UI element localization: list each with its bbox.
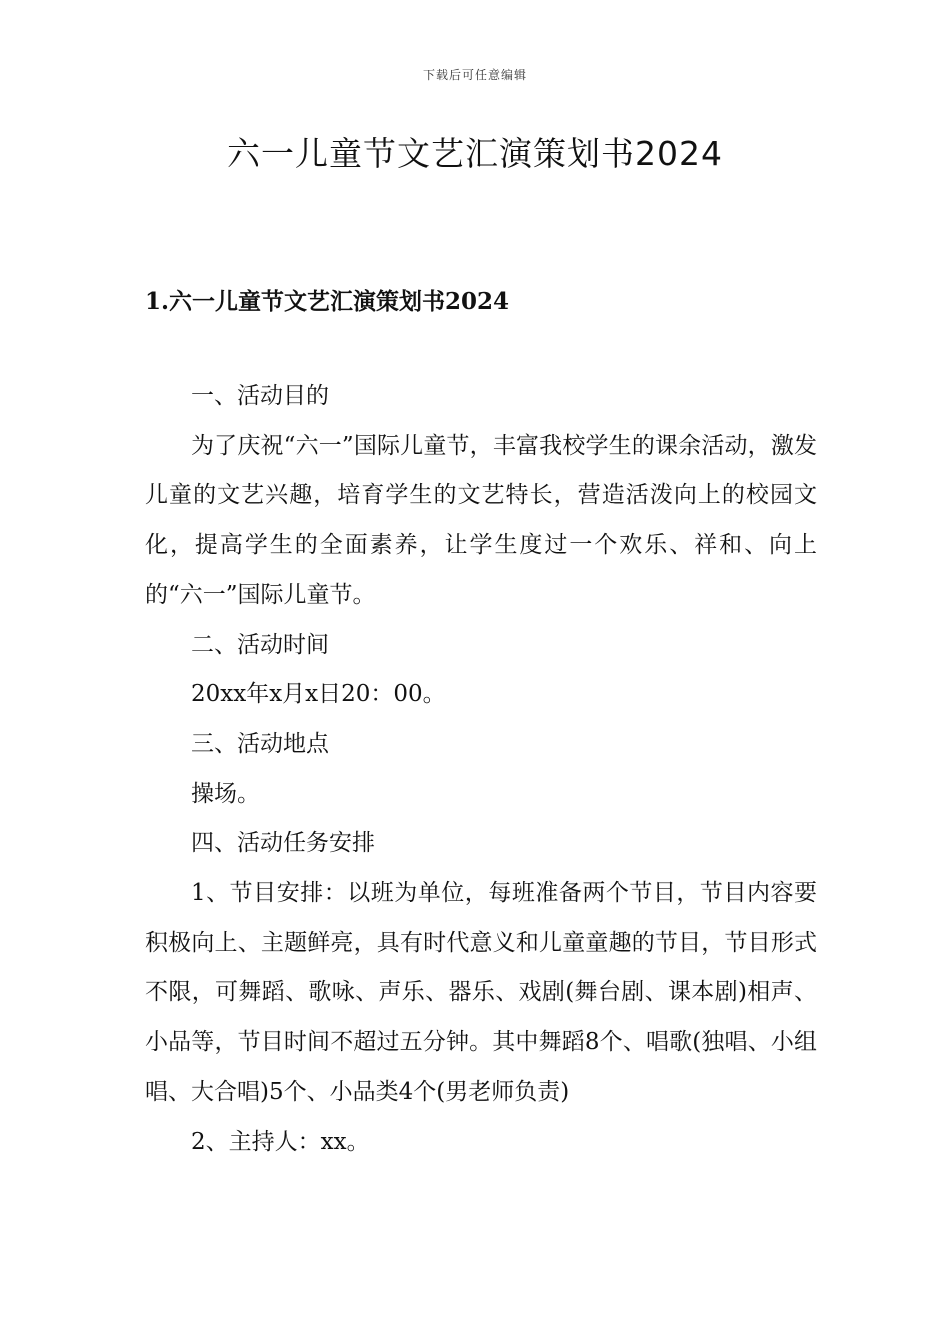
heading-purpose: 一、活动目的 <box>191 383 329 409</box>
heading-tasks: 四、活动任务安排 <box>191 830 375 857</box>
heading-location: 三、活动地点 <box>191 730 329 757</box>
paragraph-purpose: 为了庆祝“六一”国际儿童节，丰富我校学生的课余活动，激发儿童的文艺兴趣，培育学生的文艺特长，营造活泼向上的校园文化，提高学生的全面素养，让学生度过一个欢乐、祥和、向上的“六一”国际儿童节。 <box>145 432 817 608</box>
paragraph-time: 20xx年x月x日20：00。 <box>191 681 446 708</box>
paragraph-location: 操场。 <box>191 780 260 807</box>
heading-time: 二、活动时间 <box>191 631 329 658</box>
document-title: 六一儿童节文艺汇演策划书2024 <box>227 134 723 173</box>
document-body <box>145 372 817 1167</box>
paragraph-program: 1、节目安排：以班为单位，每班准备两个节目，节目内容要积极向上、主题鲜亮，具有时代意义和儿童童趣的节目，节目形式不限，可舞蹈、歌咏、声乐、器乐、戏剧(舞台剧、课本剧)相声、小品等，节目时间不超过五分钟。其中舞蹈8个、唱歌(独唱、小组唱、大合唱)5个、小品类4个(男老师负责) <box>145 880 817 1105</box>
header-note: 下载后可任意编辑 <box>422 68 527 82</box>
paragraph-host: 2、主持人：xx。 <box>191 1128 370 1155</box>
section-title: 1.六一儿童节文艺汇演策划书2024 <box>145 288 510 315</box>
